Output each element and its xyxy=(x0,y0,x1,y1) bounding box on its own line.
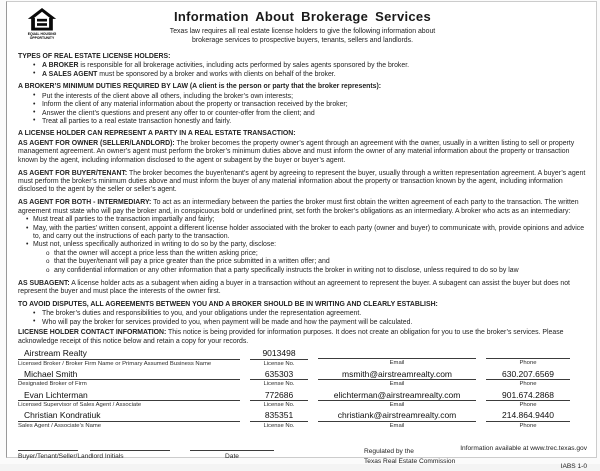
designated-broker-name-field[interactable]: Michael Smith xyxy=(18,369,240,381)
cell xyxy=(486,390,570,409)
cell xyxy=(318,410,476,429)
cell xyxy=(18,348,240,367)
cell xyxy=(486,348,570,367)
paragraph-text: To act as an intermediary between the parties the broker must first obtain the written agreement of each party to the transaction. The written agreement must state who will pay the broker and, in conspicuous bold or underlined print, set forth the broker’s obligations as an intermediary. A broker who acts as an intermediary: xyxy=(18,199,579,215)
initials-line-1[interactable] xyxy=(18,443,78,451)
bullet-item: • Who will pay the broker for services provided to you, when payment will be made and how the payment will be calculated. xyxy=(42,319,587,327)
supervisor-name-field[interactable]: Evan Lichterman xyxy=(18,390,240,402)
bullet-item: • May, with the parties’ written consent, appoint a different license holder associated with the broker to each party (owner and buyer) to communicate with, provide opinions and advice to, and carry out the instructions of each party to the transaction. xyxy=(26,225,587,242)
regulated-line-2: Texas Real Estate Commission xyxy=(364,457,456,465)
bullet-item xyxy=(42,62,587,70)
supervisor-phone-field[interactable]: 901.674.2868 xyxy=(486,390,570,402)
sub-bullet-item: o any confidential information or any other information that a party specifically instructs the broker in writing not to disclose, unless required to do so by law xyxy=(46,267,587,275)
cell xyxy=(486,410,570,429)
signature-lines xyxy=(18,443,308,451)
bullet-lead: A SALES AGENT xyxy=(42,70,98,78)
email-label: Email xyxy=(389,359,405,366)
disclosure-sub-list xyxy=(33,250,587,275)
broker-firm-phone-field[interactable] xyxy=(486,348,570,359)
cell xyxy=(318,348,476,367)
initials-line-2[interactable] xyxy=(90,443,170,451)
subagent-paragraph xyxy=(18,280,587,297)
page-title: Information About Brokerage Services xyxy=(174,9,431,24)
agent-for-owner-paragraph xyxy=(18,140,587,165)
paragraph-text: The broker becomes the buyer/tenant’s agent by agreeing to represent the buyer, usually through a written representation agreement. A buyer’s agent must perform the broker’s minimum duties above and must inform the buyer of any material information about the property or transaction known by the agent, including information disclosed to the agent by the seller or seller’s agent. xyxy=(18,169,586,194)
cell xyxy=(18,369,240,388)
sales-agent-email-field[interactable]: christiank@airstreamrealty.com xyxy=(318,410,476,422)
bullet-item xyxy=(26,241,587,275)
paragraph-lead: AS AGENT FOR OWNER (SELLER/LANDLORD): xyxy=(18,139,175,147)
license-no-label: License No. xyxy=(263,360,295,367)
disputes-bullet-list xyxy=(18,310,587,327)
date-label: Date xyxy=(225,452,239,460)
page-subtitle xyxy=(18,27,587,46)
date-line[interactable] xyxy=(190,443,274,451)
paragraph-text: A license holder acts as a subagent when aiding a buyer in a transaction without an agreement to represent the buyer. A subagent can assist the buyer but does not represent the buyer and must place the interests of the owner first. xyxy=(18,279,570,296)
sales-agent-name-field[interactable]: Christian Kondratiuk xyxy=(18,410,240,422)
email-label: Email xyxy=(389,422,405,429)
bullet-text: must be sponsored by a broker and works with clients on behalf of the broker. xyxy=(97,70,336,78)
paragraph-lead: LICENSE HOLDER CONTACT INFORMATION: xyxy=(18,329,167,337)
broker-firm-license-field[interactable]: 9013498 xyxy=(250,348,308,360)
supervisor-label: Licensed Supervisor of Sales Agent / Associate xyxy=(18,402,142,409)
license-no-label: License No. xyxy=(263,402,295,409)
bullet-item: • Treat all parties to a real estate transaction honestly and fairly. xyxy=(42,118,587,126)
equal-housing-opportunity-logo xyxy=(23,8,61,40)
cell xyxy=(250,348,308,367)
agent-for-both-paragraph xyxy=(18,199,587,216)
paragraph-lead: AS AGENT FOR BUYER/TENANT: xyxy=(18,169,128,177)
bullet-item: • Inform the client of any material information about the property or transaction received by the broker; xyxy=(42,101,587,109)
cell xyxy=(18,410,240,429)
trec-info-block xyxy=(460,443,587,471)
iabs-form-page xyxy=(6,1,597,470)
form-header xyxy=(18,4,587,49)
agent-for-buyer-paragraph xyxy=(18,170,587,195)
bullet-item xyxy=(42,71,587,79)
sales-agent-label: Sales Agent / Associate’s Name xyxy=(18,422,102,429)
contact-row-sales-agent xyxy=(18,410,587,429)
represent-heading: A LICENSE HOLDER CAN REPRESENT A PARTY IN A REAL ESTATE TRANSACTION: xyxy=(18,130,296,138)
bullet-item: • Put the interests of the client above all others, including the broker’s own interests; xyxy=(42,93,587,101)
cell xyxy=(18,390,240,409)
phone-label: Phone xyxy=(519,402,537,409)
types-section-heading: TYPES OF REAL ESTATE LICENSE HOLDERS: xyxy=(18,53,171,60)
intermediary-bullet-list xyxy=(18,216,587,275)
sales-agent-phone-field[interactable]: 214.864.9440 xyxy=(486,410,570,422)
contact-row-broker-firm xyxy=(18,348,587,367)
contact-row-supervisor xyxy=(18,390,587,409)
contact-row-designated-broker xyxy=(18,369,587,388)
bullet-item: • The broker’s duties and responsibilities to you, and your obligations under the representation agreement. xyxy=(42,310,587,318)
contact-information-paragraph xyxy=(18,329,587,346)
duties-section-heading: A BROKER’S MINIMUM DUTIES REQUIRED BY LAW (A client is the person or party that the broker represents): xyxy=(18,83,382,91)
sub-bullet-item: o that the owner will accept a price less than the written asking price; xyxy=(46,250,587,258)
cell xyxy=(318,390,476,409)
cell xyxy=(318,369,476,388)
subtitle-line-2: brokerage services to prospective buyers, tenants, sellers and landlords. xyxy=(192,36,413,44)
supervisor-license-field[interactable]: 772686 xyxy=(250,390,308,402)
trec-info-text: Information available at www.trec.texas.gov xyxy=(460,444,587,452)
bullet-lead: A BROKER xyxy=(42,62,79,70)
initials-date-block xyxy=(18,443,308,471)
phone-label: Phone xyxy=(519,422,537,429)
regulated-by-block xyxy=(364,443,455,471)
phone-label: Phone xyxy=(519,359,537,366)
designated-broker-email-field[interactable]: msmith@airstreamrealty.com xyxy=(318,369,476,381)
duties-bullet-list xyxy=(18,93,587,127)
paragraph-lead: AS SUBAGENT: xyxy=(18,279,70,287)
form-version-code: IABS 1-0 xyxy=(560,462,587,470)
logo-caption: OPPORTUNITY xyxy=(29,35,55,40)
types-bullet-list xyxy=(18,62,587,79)
equal-housing-icon xyxy=(23,8,61,33)
designated-broker-phone-field[interactable]: 630.207.6569 xyxy=(486,369,570,381)
bullet-item: • Must treat all parties to the transaction impartially and fairly; xyxy=(26,216,587,224)
license-no-label: License No. xyxy=(263,381,295,388)
sales-agent-license-field[interactable]: 835351 xyxy=(250,410,308,422)
broker-firm-name-label: Licensed Broker / Broker Firm Name or Primary Assumed Business Name xyxy=(18,360,212,367)
bullet-item: • Answer the client’s questions and present any offer to or counter-offer from the client; and xyxy=(42,110,587,118)
paragraph-text: The broker becomes the property owner’s agent through an agreement with the owner, usually in a written listing to sell or property management agreement. An owner’s agent must perform the broker’s minimum duties above and must inform the owner of any material information about the property or transaction known by the agent, including information disclosed to the agent or subagent by the buyer or buyer’s agent. xyxy=(18,139,575,164)
acknowledgement-footer xyxy=(18,443,587,471)
form-body-text xyxy=(18,53,587,471)
paragraph-text: This notice is being provided for information purposes. It does not create an obligation for you to use the broker’s services. Please acknowledge receipt of this notice below and retain a copy for your records. xyxy=(18,329,564,345)
cell xyxy=(486,369,570,388)
sub-bullet-item: o that the buyer/tenant will pay a price greater than the price submitted in a written offer; and xyxy=(46,258,587,266)
regulated-line-1: Regulated by the xyxy=(364,447,414,455)
paragraph-lead: AS AGENT FOR BOTH - INTERMEDIARY: xyxy=(18,199,152,207)
disputes-section-heading: TO AVOID DISPUTES, ALL AGREEMENTS BETWEEN YOU AND A BROKER SHOULD BE IN WRITING AND CLEARLY ESTABLISH: xyxy=(18,300,438,308)
bullet-text: is responsible for all brokerage activities, including acts performed by sales agents sponsored by the broker. xyxy=(78,62,410,70)
subtitle-line-1: Texas law requires all real estate license holders to give the following information about xyxy=(169,27,436,35)
phone-label: Phone xyxy=(519,381,537,388)
cell xyxy=(250,390,308,409)
license-holder-contact-table xyxy=(18,348,587,430)
cell xyxy=(250,369,308,388)
designated-broker-license-field[interactable]: 635303 xyxy=(250,369,308,381)
signature-labels xyxy=(18,451,308,461)
broker-firm-email-field[interactable] xyxy=(318,348,476,359)
bullet-text: Must not, unless specifically authorized in writing to do so by the party, disclose: xyxy=(33,241,277,249)
initials-label: Buyer/Tenant/Seller/Landlord Initials xyxy=(18,452,124,460)
logo-caption: EQUAL HOUSING xyxy=(27,32,57,36)
email-label: Email xyxy=(389,381,405,388)
broker-firm-name-field[interactable]: Airstream Realty xyxy=(18,348,240,360)
cell xyxy=(250,410,308,429)
email-label: Email xyxy=(389,402,405,409)
supervisor-email-field[interactable]: elichterman@airstreamrealty.com xyxy=(318,390,476,402)
license-no-label: License No. xyxy=(263,422,295,429)
designated-broker-label: Designated Broker of Firm xyxy=(18,381,87,388)
